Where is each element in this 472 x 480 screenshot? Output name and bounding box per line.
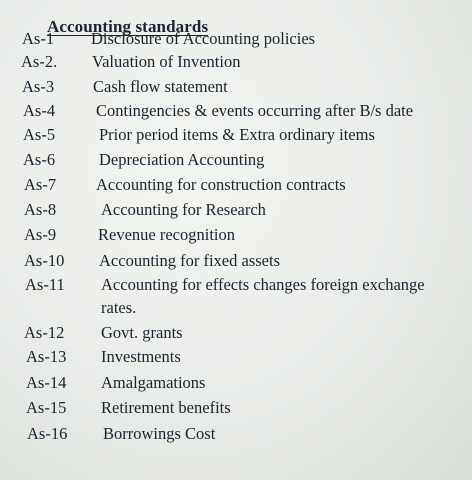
- list-item: [0, 397, 472, 419]
- list-item: [0, 51, 472, 73]
- standard-code: As-6: [23, 150, 56, 169]
- list-item: [0, 322, 472, 344]
- standard-description: Retirement benefits: [101, 398, 231, 417]
- list-item: [0, 76, 472, 98]
- standard-code: As-1: [22, 29, 55, 48]
- standard-description: Accounting for effects changes foreign exchange: [101, 275, 425, 294]
- standard-code: As-12: [24, 323, 65, 342]
- standard-description: Accounting for fixed assets: [99, 251, 280, 270]
- standard-code: As-15: [26, 398, 67, 417]
- list-item: [0, 174, 472, 196]
- standard-code: As-5: [23, 125, 56, 144]
- list-item: [0, 149, 472, 171]
- standard-code: As-8: [24, 200, 57, 219]
- standard-code: As-11: [25, 275, 65, 294]
- standard-description-continuation: rates.: [101, 298, 137, 317]
- standard-description: Contingencies & events occurring after B/s date: [96, 101, 414, 120]
- list-item: [0, 100, 472, 122]
- standard-description: Revenue recognition: [98, 225, 235, 244]
- standard-description: Govt. grants: [101, 323, 183, 342]
- standard-description: Prior period items & Extra ordinary items: [99, 125, 375, 144]
- list-item: [0, 423, 472, 445]
- standard-description: Accounting for Research: [101, 200, 266, 219]
- list-item: [0, 250, 472, 272]
- standard-code: As-16: [27, 424, 68, 443]
- standard-code: As-9: [24, 225, 57, 244]
- standard-description: Borrowings Cost: [103, 424, 216, 443]
- list-item: [0, 346, 472, 368]
- list-item: [0, 372, 472, 394]
- list-item: [0, 124, 472, 146]
- standard-description: Disclosure of Accounting policies: [91, 29, 316, 48]
- standard-description: Valuation of Invention: [92, 52, 241, 71]
- list-item: [0, 199, 472, 221]
- standard-description: Depreciation Accounting: [99, 150, 265, 169]
- list-item: [0, 28, 472, 50]
- standard-code: As-13: [26, 347, 67, 366]
- list-item: [0, 274, 472, 318]
- standard-description: Investments: [101, 347, 181, 366]
- standard-code: As-2.: [21, 52, 58, 71]
- list-item: [0, 224, 472, 246]
- standard-code: As-4: [23, 101, 56, 120]
- standard-code: As-7: [24, 175, 57, 194]
- standard-code: As-10: [24, 251, 65, 270]
- standard-description: Cash flow statement: [93, 77, 228, 96]
- standard-code: As-14: [26, 373, 67, 392]
- standard-description: Accounting for construction contracts: [96, 175, 346, 194]
- standard-code: As-3: [22, 77, 55, 96]
- standard-description: Amalgamations: [101, 373, 206, 392]
- page-title: Accounting standards: [47, 17, 209, 37]
